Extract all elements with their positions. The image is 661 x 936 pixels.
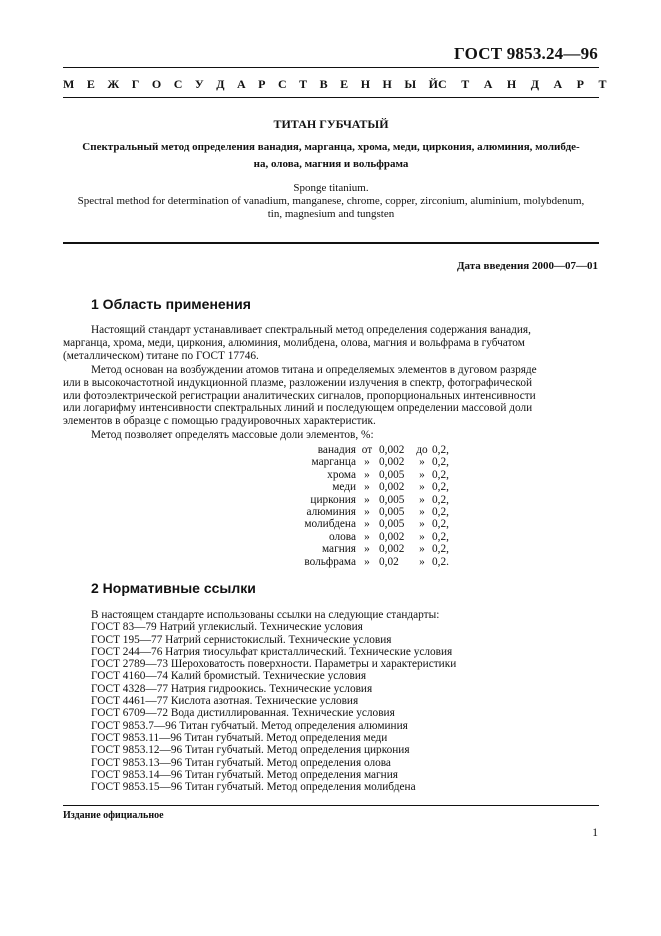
section-1-heading: 1 Область применения: [91, 296, 251, 312]
element-name: алюминия: [306, 505, 356, 518]
banner-letter: Т: [461, 77, 470, 91]
footer-rule: [63, 805, 599, 806]
element-name: ванадия: [317, 444, 356, 456]
reference-item: ГОСТ 4461—77 Кислота азотная. Технические условия: [91, 695, 359, 708]
text-line: Метод основан на возбуждении атомов титана и определяемых элементов в дуговом разряде: [91, 364, 537, 376]
subtitle-en-line: Sponge titanium.: [293, 182, 369, 194]
section-1-paragraph-3: [63, 429, 599, 442]
page-number: 1: [592, 827, 598, 839]
range-from-word: »: [364, 543, 370, 556]
banner-letter: Й: [428, 77, 439, 91]
title-block-rule: [63, 242, 599, 244]
reference-item: ГОСТ 2789—73 Шероховатость поверхности. Параметры и характеристики: [91, 658, 457, 671]
subtitle-ru-line: Спектральный метод определения ванадия, марганца, хрома, меди, циркония, алюминия, молибде-: [82, 141, 580, 153]
range-to-word: »: [419, 543, 425, 556]
element-name: молибдена: [304, 518, 356, 531]
range-max-value: 0,2.: [432, 555, 449, 568]
range-to-word: »: [419, 518, 425, 531]
reference-item: ГОСТ 83—79 Натрий углекислый. Технические условия: [91, 621, 363, 634]
banner-letter: Ы: [404, 77, 417, 91]
reference-item: ГОСТ 9853.13—96 Титан губчатый. Метод определения олова: [91, 756, 391, 769]
subtitle-russian: [63, 139, 599, 173]
banner-letter: А: [483, 77, 493, 91]
reference-item: ГОСТ 9853.14—96 Титан губчатый. Метод определения магния: [91, 768, 398, 781]
element-range-row: [63, 531, 463, 543]
range-max-value: 0,2,: [432, 493, 449, 506]
element-range-row: [63, 444, 463, 456]
element-range-row: [63, 556, 463, 568]
banner-letter: Д: [530, 77, 539, 91]
text-line: или фотоэлектрической регистрации аналитических сигналов, пропорциональных интенсивности: [63, 389, 536, 402]
reference-item: ГОСТ 9853.12—96 Титан губчатый. Метод определения циркония: [91, 744, 410, 757]
range-to-word: »: [419, 468, 425, 481]
text-line: марганца, хрома, меди, циркония, алюминия, молибдена, олова, магния и вольфрама в губчатом: [63, 336, 525, 349]
element-name: вольфрама: [304, 555, 356, 568]
element-name: хрома: [327, 468, 356, 481]
range-to-word: »: [419, 505, 425, 518]
element-range-row: [63, 469, 463, 481]
interstate-standard-banner: [63, 77, 607, 92]
element-range-row: [63, 506, 463, 518]
range-min-value: 0,002: [379, 456, 405, 469]
subtitle-ru-line: на, олова, магния и вольфрама: [253, 158, 409, 170]
banner-letter: Т: [598, 77, 607, 91]
references-intro: В настоящем стандарте использованы ссылки на следующие стандарты:: [91, 609, 440, 621]
range-from-word: »: [364, 456, 370, 469]
range-from-word: »: [364, 505, 370, 518]
banner-letter: Д: [216, 77, 225, 91]
range-max-value: 0,2,: [432, 444, 449, 456]
range-max-value: 0,2,: [432, 518, 449, 531]
banner-letter: Ж: [107, 77, 120, 91]
banner-letter: Г: [131, 77, 140, 91]
text-line: (металлическом) титане по ГОСТ 17746.: [63, 349, 259, 362]
text-line: Метод позволяет определять массовые доли элементов, %:: [91, 429, 374, 441]
reference-item: ГОСТ 6709—72 Вода дистиллированная. Технические условия: [91, 707, 395, 720]
banner-letter: Н: [382, 77, 392, 91]
normative-references: [91, 609, 456, 793]
range-min-value: 0,02: [379, 555, 399, 568]
range-min-value: 0,002: [379, 444, 405, 456]
text-line: Настоящий стандарт устанавливает спектральный метод определения содержания ванадия,: [91, 324, 531, 336]
range-to-word: »: [419, 456, 425, 469]
banner-letter: А: [236, 77, 246, 91]
range-min-value: 0,005: [379, 493, 405, 506]
banner-letter: С: [173, 77, 183, 91]
range-min-value: 0,002: [379, 543, 405, 556]
element-range-row: [63, 456, 463, 468]
range-min-value: 0,002: [379, 481, 405, 494]
introduction-date: Дата введения 2000—07—01: [456, 260, 598, 272]
document-code: ГОСТ 9853.24—96: [454, 44, 598, 63]
range-from-word: »: [364, 530, 370, 543]
subtitle-en-line: Spectral method for determination of vanadium, manganese, chrome, copper, zirconium, aluminium, molybdenum,: [77, 195, 585, 207]
range-min-value: 0,005: [379, 518, 405, 531]
element-range-row: [63, 494, 463, 506]
reference-item: ГОСТ 4160—74 Калий бромистый. Технические условия: [91, 670, 367, 683]
header-rule-bottom: [63, 97, 599, 98]
banner-word-standard: [438, 77, 607, 92]
references-list: [91, 621, 456, 793]
reference-item: ГОСТ 244—76 Натрия тиосульфат кристаллический. Технические условия: [91, 645, 453, 658]
banner-letter: Р: [576, 77, 584, 91]
reference-item: ГОСТ 4328—77 Натрия гидроокись. Технические условия: [91, 682, 373, 695]
range-min-value: 0,002: [379, 530, 405, 543]
banner-letter: У: [194, 77, 204, 91]
element-name: олова: [329, 530, 356, 543]
banner-letter: С: [277, 77, 287, 91]
range-to-word: »: [419, 555, 425, 568]
banner-letter: О: [151, 77, 162, 91]
range-from-word: от: [361, 444, 373, 456]
subtitle-en-line: tin, magnesium and tungsten: [267, 208, 395, 220]
text-line: или в высокочастотной индукционной плазме, разложении излучения в спектр, фотографической: [63, 376, 533, 389]
section-2-heading: 2 Нормативные ссылки: [91, 580, 256, 596]
range-max-value: 0,2,: [432, 481, 449, 494]
reference-item: ГОСТ 195—77 Натрий сернистокислый. Технические условия: [91, 633, 392, 646]
range-min-value: 0,005: [379, 505, 405, 518]
reference-item: ГОСТ 9853.7—96 Титан губчатый. Метод определения алюминия: [91, 719, 408, 732]
range-to-word: »: [419, 530, 425, 543]
header-rule-top: [63, 67, 599, 68]
text-line: или логарифму интенсивности спектральных линий и последующем определении массовой доли: [63, 402, 533, 415]
range-from-word: »: [364, 481, 370, 494]
banner-letter: Т: [299, 77, 308, 91]
range-max-value: 0,2,: [432, 456, 449, 469]
range-max-value: 0,2,: [432, 505, 449, 518]
banner-word-interstate: [63, 77, 438, 92]
range-from-word: »: [364, 468, 370, 481]
subtitle-english: [63, 182, 599, 221]
range-max-value: 0,2,: [432, 543, 449, 556]
element-range-row: [63, 481, 463, 493]
element-range-row: [63, 518, 463, 530]
element-name: марганца: [311, 456, 356, 469]
range-to-word: »: [419, 481, 425, 494]
range-max-value: 0,2,: [432, 530, 449, 543]
banner-letter: А: [553, 77, 563, 91]
range-to-word: до: [416, 444, 428, 456]
range-from-word: »: [364, 518, 370, 531]
document-title: ТИТАН ГУБЧАТЫЙ: [273, 117, 389, 131]
banner-letter: С: [438, 77, 447, 91]
range-min-value: 0,005: [379, 468, 405, 481]
banner-letter: Р: [258, 77, 266, 91]
element-name: меди: [332, 481, 356, 494]
range-from-word: »: [364, 555, 370, 568]
banner-letter: Е: [340, 77, 349, 91]
text-line: элементов в образце с помощью градуировочных характеристик.: [63, 415, 376, 428]
element-name: магния: [321, 543, 356, 556]
range-from-word: »: [364, 493, 370, 506]
range-to-word: »: [419, 493, 425, 506]
element-range-row: [63, 543, 463, 555]
banner-letter: Е: [86, 77, 95, 91]
reference-item: ГОСТ 9853.11—96 Титан губчатый. Метод определения меди: [91, 731, 388, 744]
section-1-paragraph-2: [63, 364, 599, 428]
element-name: циркония: [310, 493, 356, 506]
section-1-paragraph-1: [63, 324, 599, 362]
banner-letter: Н: [360, 77, 371, 91]
range-max-value: 0,2,: [432, 468, 449, 481]
official-edition-label: Издание официальное: [63, 810, 164, 821]
element-range-table: [63, 444, 463, 568]
banner-letter: М: [63, 77, 75, 91]
reference-item: ГОСТ 9853.15—96 Титан губчатый. Метод определения молибдена: [91, 781, 416, 794]
banner-letter: В: [319, 77, 328, 91]
banner-letter: Н: [506, 77, 517, 91]
